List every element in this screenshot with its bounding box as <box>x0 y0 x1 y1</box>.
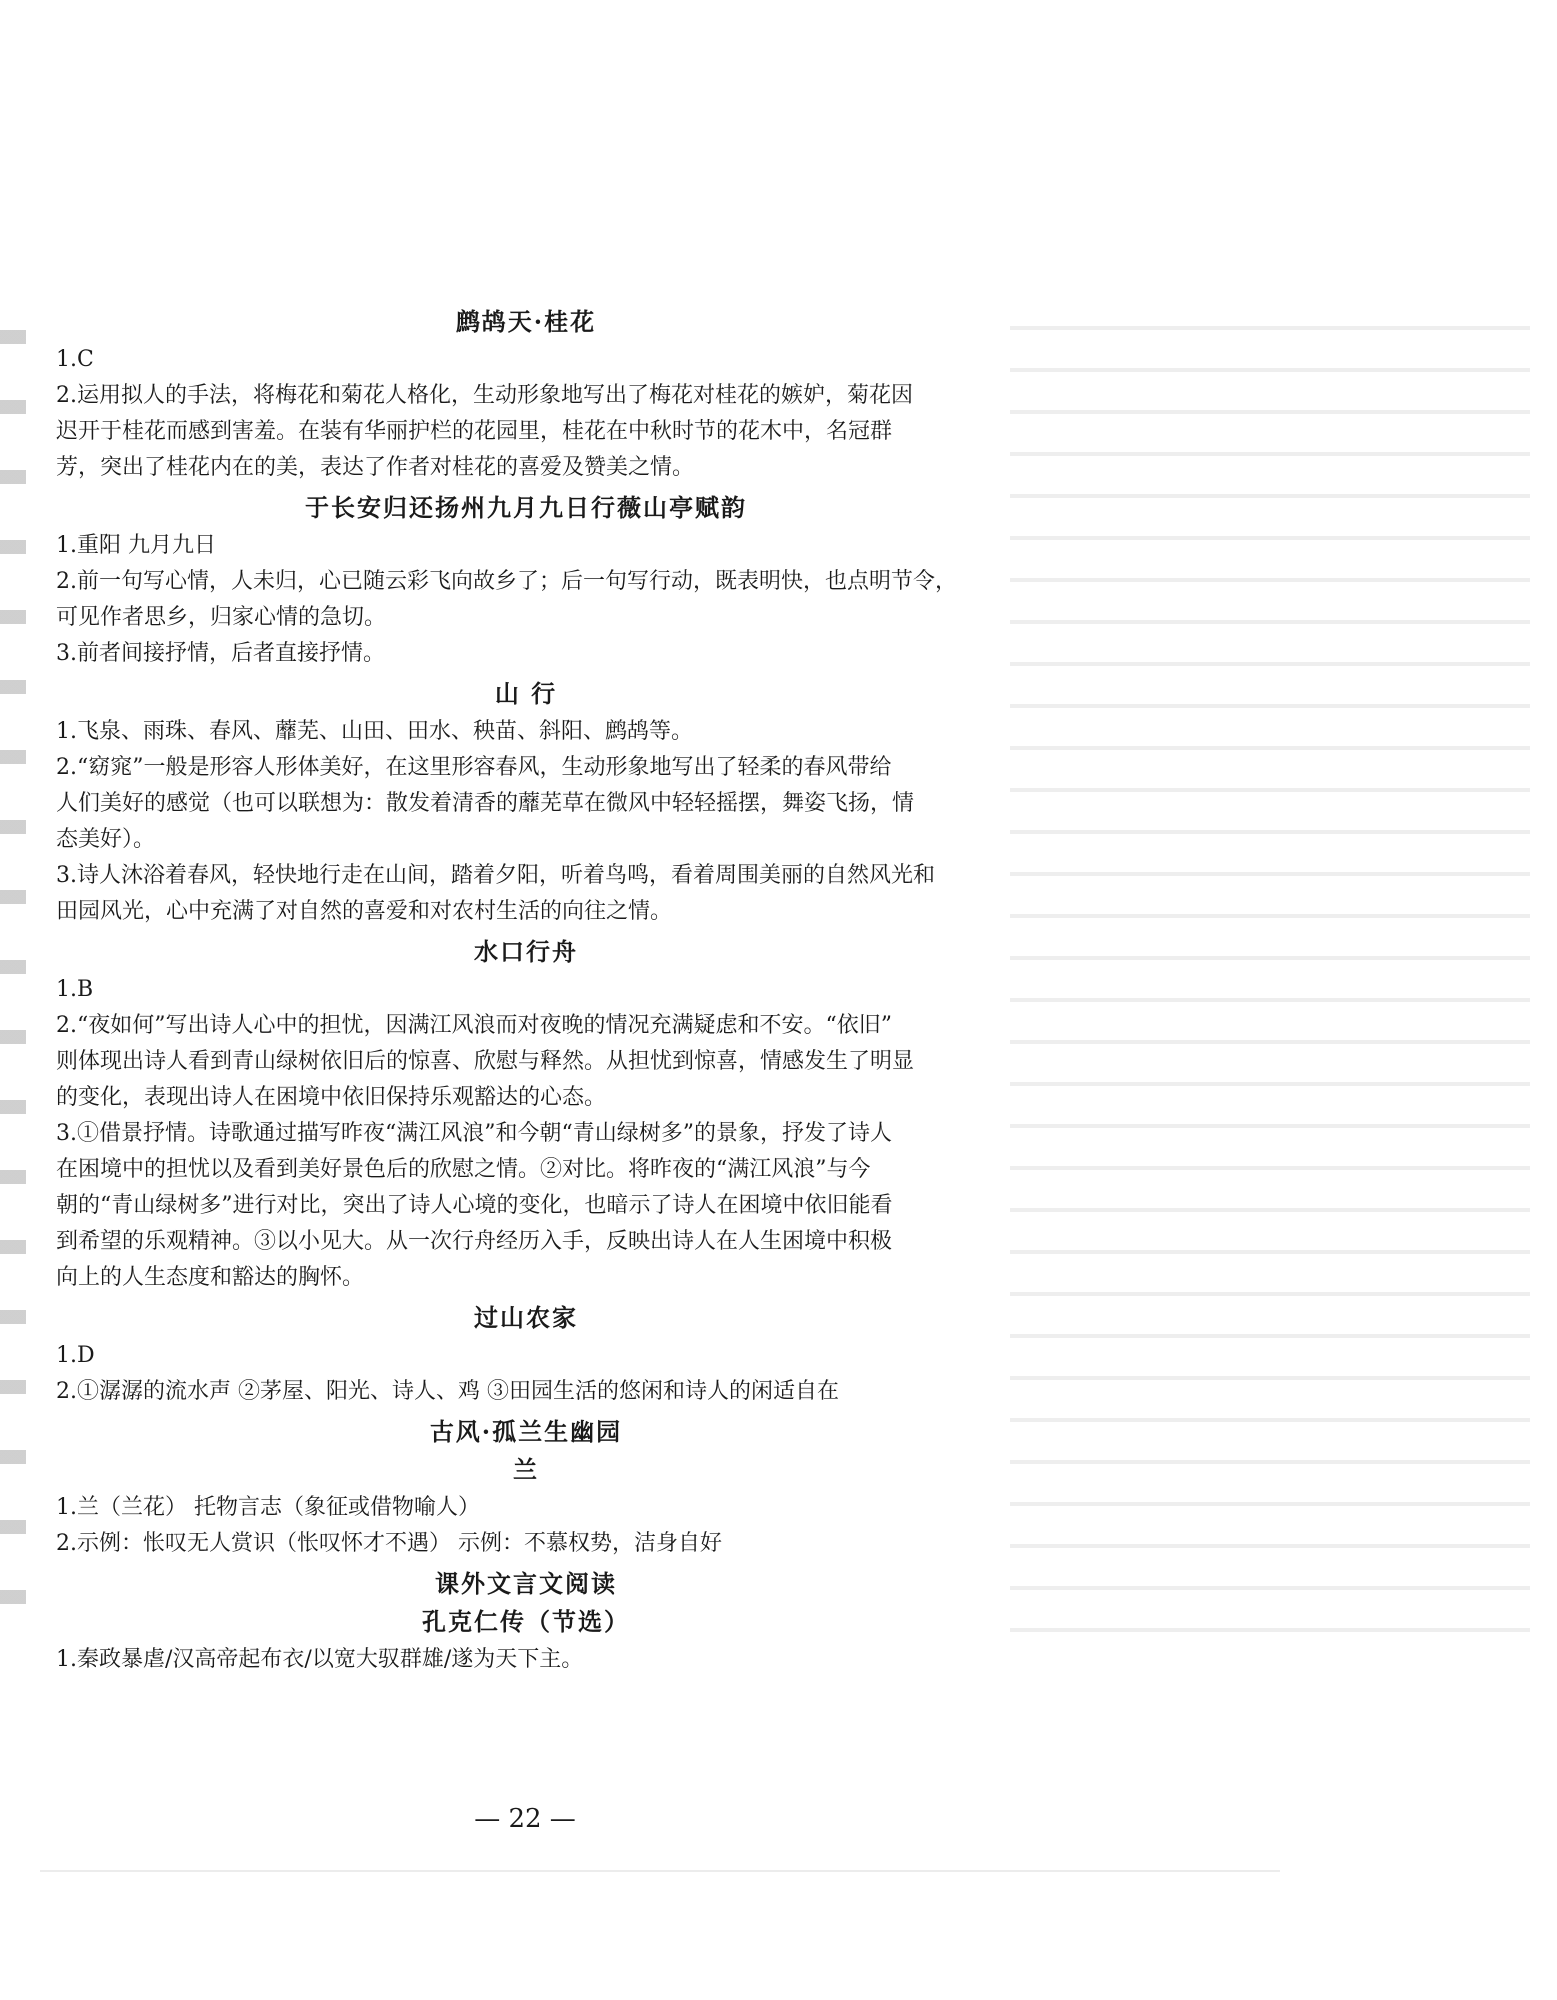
answer-line: 芳，突出了桂花内在的美，表达了作者对桂花的喜爱及赞美之情。 <box>56 455 695 480</box>
section-shuikou-xingzhou <box>56 936 1056 1296</box>
answer-line: 在困境中的担忧以及看到美好景色后的欣慰之情。②对比。将昨夜的“满江风浪”与今 <box>56 1157 871 1182</box>
section-yu-changan <box>56 492 1056 672</box>
section-kong-keren-zhuan <box>56 1606 1056 1678</box>
answer-line: 朝的“青山绿树多”进行对比，突出了诗人心境的变化，也暗示了诗人在困境中依旧能看 <box>56 1193 893 1218</box>
answer-line: 3.①借景抒情。诗歌通过描写昨夜“满江风浪”和今朝“青山绿树多”的景象，抒发了诗人 <box>56 1121 892 1146</box>
answer-line: 2.“夜如何”写出诗人心中的担忧，因满江风浪而对夜晚的情况充满疑虑和不安。“依旧” <box>56 1013 892 1038</box>
section-gufeng <box>56 1416 1056 1448</box>
section-title: 过山农家 <box>474 1303 578 1332</box>
answer-line: 2.前一句写心情，人未归，心已随云彩飞向故乡了；后一句写行动，既表明快，也点明节令， <box>56 569 957 594</box>
section-title: 兰 <box>513 1455 539 1484</box>
answer-line: 1.重阳 九月九日 <box>56 533 216 558</box>
answer-line: 2.①潺潺的流水声 ②茅屋、阳光、诗人、鸡 ③田园生活的悠闲和诗人的闲适自在 <box>56 1379 839 1404</box>
answer-line: 的变化，表现出诗人在困境中依旧保持乐观豁达的心态。 <box>56 1085 607 1110</box>
bleed-through-text <box>1010 300 1530 1640</box>
section-title: 古风·孤兰生幽园 <box>429 1417 623 1446</box>
answer-line: 3.诗人沐浴着春风，轻快地行走在山间，踏着夕阳，听着鸟鸣，看着周围美丽的自然风光和 <box>56 863 935 888</box>
section-kewai-wenyanwen <box>56 1568 1056 1600</box>
answer-line: 态美好）。 <box>56 827 156 852</box>
section-zhegutian-guihua <box>56 306 1056 486</box>
answer-line: 田园风光，心中充满了对自然的喜爱和对农村生活的向往之情。 <box>56 899 673 924</box>
answer-line: 2.“窈窕”一般是形容人形体美好，在这里形容春风，生动形象地写出了轻柔的春风带给 <box>56 755 892 780</box>
section-title: 于长安归还扬州九月九日行薇山亭赋韵 <box>305 493 747 522</box>
page-number: — 22 — <box>474 1804 576 1834</box>
answer-line: 1.兰（兰花） 托物言志（象征或借物喻人） <box>56 1495 480 1520</box>
section-title: 水口行舟 <box>474 937 578 966</box>
answer-line: 向上的人生态度和豁达的胸怀。 <box>56 1265 365 1290</box>
answer-line: 则体现出诗人看到青山绿树依旧后的惊喜、欣慰与释然。从担忧到惊喜，情感发生了明显 <box>56 1049 915 1074</box>
section-shan-xing <box>56 678 1056 930</box>
section-guo-shan-nongjia <box>56 1302 1056 1410</box>
answer-content <box>56 300 1056 1678</box>
answer-line: 1.D <box>56 1343 95 1368</box>
section-title: 山 行 <box>494 679 558 708</box>
scan-artifact-line <box>40 1870 1280 1872</box>
left-margin-bleed <box>0 300 26 1640</box>
answer-line: 1.B <box>56 977 94 1002</box>
answer-line: 迟开于桂花而感到害羞。在装有华丽护栏的花园里，桂花在中秋时节的花木中，名冠群 <box>56 419 893 444</box>
section-title: 孔克仁传（节选） <box>422 1607 630 1636</box>
answer-line: 到希望的乐观精神。③以小见大。从一次行舟经历入手，反映出诗人在人生困境中积极 <box>56 1229 893 1254</box>
answer-line: 1.飞泉、雨珠、春风、蘼芜、山田、田水、秧苗、斜阳、鹧鸪等。 <box>56 719 693 744</box>
answer-line: 1.C <box>56 347 94 372</box>
answer-line: 人们美好的感觉（也可以联想为：散发着清香的蘼芜草在微风中轻轻摇摆，舞姿飞扬，情 <box>56 791 915 816</box>
section-title: 鹧鸪天·桂花 <box>455 307 597 336</box>
section-lan <box>56 1454 1056 1562</box>
answer-line: 可见作者思乡，归家心情的急切。 <box>56 605 387 630</box>
answer-line: 3.前者间接抒情，后者直接抒情。 <box>56 641 385 666</box>
answer-line: 2.示例：怅叹无人赏识（怅叹怀才不遇） 示例：不慕权势，洁身自好 <box>56 1531 722 1556</box>
answer-line: 1.秦政暴虐/汉高帝起布衣/以宽大驭群雄/遂为天下主。 <box>56 1647 584 1672</box>
answer-line: 2.运用拟人的手法，将梅花和菊花人格化，生动形象地写出了梅花对桂花的嫉妒，菊花因 <box>56 383 913 408</box>
section-title: 课外文言文阅读 <box>435 1569 617 1598</box>
